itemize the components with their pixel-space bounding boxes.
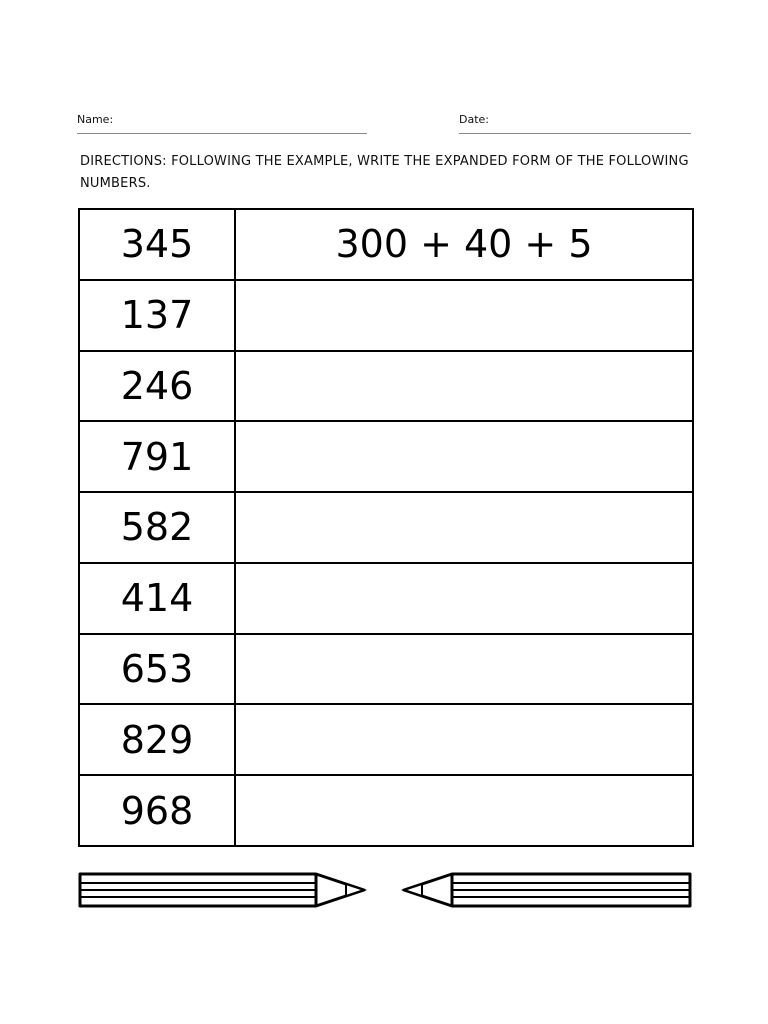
number-cell: 791	[79, 421, 235, 492]
number-cell: 414	[79, 563, 235, 634]
table-row	[79, 421, 693, 492]
table-row	[79, 351, 693, 422]
date-label: Date:	[459, 113, 489, 126]
answer-cell[interactable]	[235, 563, 693, 634]
answer-cell[interactable]	[235, 492, 693, 563]
table-row	[79, 634, 693, 705]
pencil-icon	[78, 870, 368, 910]
number-cell: 968	[79, 775, 235, 846]
answer-cell[interactable]	[235, 351, 693, 422]
directions-text: DIRECTIONS: FOLLOWING THE EXAMPLE, WRITE THE EXPANDED FORM OF THE FOLLOWING NUMBERS.	[80, 154, 689, 191]
answer-cell[interactable]	[235, 280, 693, 351]
pencil-icon	[400, 870, 692, 910]
expanded-form-cell: 300 + 40 + 5	[235, 209, 693, 280]
number-cell: 829	[79, 704, 235, 775]
answer-cell[interactable]	[235, 421, 693, 492]
expanded-form-table	[78, 208, 694, 847]
number-cell: 137	[79, 280, 235, 351]
table-row	[79, 704, 693, 775]
table-row	[79, 280, 693, 351]
number-cell: 582	[79, 492, 235, 563]
table-row	[79, 492, 693, 563]
table-row	[79, 563, 693, 634]
table-row	[79, 775, 693, 846]
number-cell: 345	[79, 209, 235, 280]
table-row	[79, 209, 693, 280]
answer-cell[interactable]	[235, 634, 693, 705]
answer-cell[interactable]	[235, 704, 693, 775]
number-cell: 246	[79, 351, 235, 422]
answer-cell[interactable]	[235, 775, 693, 846]
date-field[interactable]	[459, 133, 691, 134]
name-label: Name:	[77, 113, 114, 126]
number-cell: 653	[79, 634, 235, 705]
name-field[interactable]	[77, 133, 367, 134]
